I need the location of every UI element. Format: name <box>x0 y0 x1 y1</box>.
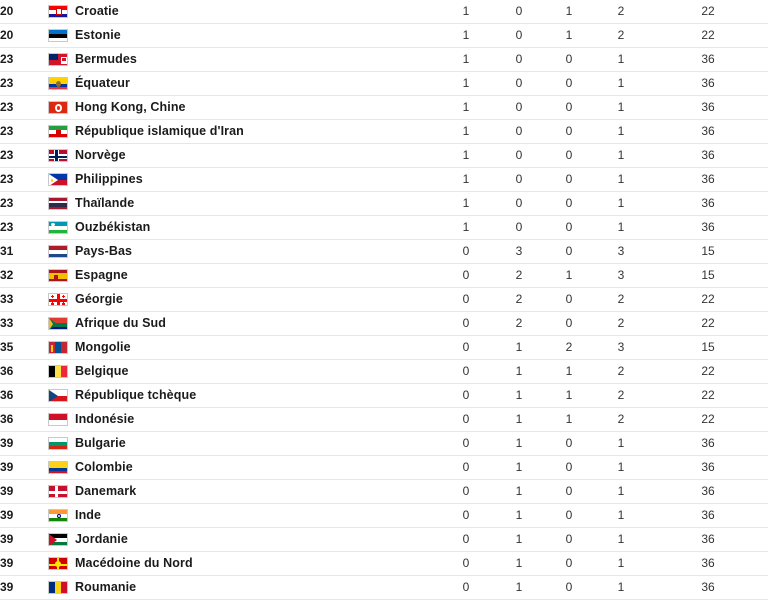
gold-count: 0 <box>438 288 494 312</box>
flag-icon <box>48 341 68 354</box>
table-row <box>0 360 768 384</box>
bronze-count: 1 <box>544 264 594 288</box>
rank-cell: 23 <box>0 48 48 72</box>
points-value: 22 <box>648 312 768 336</box>
rank-cell: 23 <box>0 120 48 144</box>
country-name: Inde <box>75 508 102 523</box>
bronze-count: 0 <box>544 288 594 312</box>
rank-cell: 33 <box>0 312 48 336</box>
country-name: République islamique d'Iran <box>75 124 244 139</box>
rank-cell: 36 <box>0 408 48 432</box>
country-name: Roumanie <box>75 580 137 595</box>
total-count: 1 <box>594 552 648 576</box>
table-row <box>0 192 768 216</box>
table-row <box>0 336 768 360</box>
rank-cell: 31 <box>0 240 48 264</box>
total-count: 2 <box>594 312 648 336</box>
total-count: 2 <box>594 360 648 384</box>
silver-count: 1 <box>494 456 544 480</box>
rank-cell: 39 <box>0 480 48 504</box>
country-name: Géorgie <box>75 292 123 307</box>
points-value: 36 <box>648 192 768 216</box>
total-count: 1 <box>594 480 648 504</box>
flag-icon <box>48 101 68 114</box>
flag-icon <box>48 461 68 474</box>
rank-cell: 23 <box>0 96 48 120</box>
points-value: 22 <box>648 24 768 48</box>
rank-cell: 36 <box>0 384 48 408</box>
bronze-count: 1 <box>544 384 594 408</box>
gold-count: 1 <box>438 120 494 144</box>
country-name: Philippines <box>75 172 143 187</box>
country-name: Équateur <box>75 76 130 91</box>
total-count: 1 <box>594 528 648 552</box>
country-name: Estonie <box>75 28 121 43</box>
bronze-count: 0 <box>544 240 594 264</box>
bronze-count: 0 <box>544 96 594 120</box>
gold-count: 0 <box>438 528 494 552</box>
bronze-count: 0 <box>544 72 594 96</box>
gold-count: 0 <box>438 432 494 456</box>
silver-count: 2 <box>494 312 544 336</box>
gold-count: 1 <box>438 216 494 240</box>
country-cell <box>48 552 438 576</box>
points-value: 36 <box>648 96 768 120</box>
flag-icon <box>48 53 68 66</box>
country-cell <box>48 240 438 264</box>
points-value: 36 <box>648 168 768 192</box>
country-cell <box>48 576 438 600</box>
bronze-count: 1 <box>544 360 594 384</box>
gold-count: 0 <box>438 360 494 384</box>
total-count: 1 <box>594 216 648 240</box>
gold-count: 1 <box>438 96 494 120</box>
points-value: 36 <box>648 480 768 504</box>
country-cell <box>48 432 438 456</box>
country-cell <box>48 0 438 24</box>
country-cell <box>48 96 438 120</box>
country-cell <box>48 168 438 192</box>
total-count: 2 <box>594 24 648 48</box>
rank-cell: 36 <box>0 360 48 384</box>
country-name: Bulgarie <box>75 436 126 451</box>
bronze-count: 0 <box>544 480 594 504</box>
country-cell <box>48 528 438 552</box>
silver-count: 0 <box>494 96 544 120</box>
rank-cell: 20 <box>0 0 48 24</box>
total-count: 2 <box>594 0 648 24</box>
rank-cell: 33 <box>0 288 48 312</box>
silver-count: 1 <box>494 432 544 456</box>
table-row <box>0 96 768 120</box>
silver-count: 0 <box>494 48 544 72</box>
total-count: 1 <box>594 432 648 456</box>
country-cell <box>48 120 438 144</box>
points-value: 22 <box>648 0 768 24</box>
bronze-count: 0 <box>544 168 594 192</box>
country-cell <box>48 24 438 48</box>
country-name: Danemark <box>75 484 137 499</box>
bronze-count: 1 <box>544 0 594 24</box>
points-value: 36 <box>648 216 768 240</box>
table-row <box>0 144 768 168</box>
table-row <box>0 24 768 48</box>
silver-count: 1 <box>494 360 544 384</box>
silver-count: 1 <box>494 480 544 504</box>
rank-cell: 39 <box>0 456 48 480</box>
country-name: Macédoine du Nord <box>75 556 193 571</box>
total-count: 1 <box>594 72 648 96</box>
table-row <box>0 216 768 240</box>
table-row <box>0 408 768 432</box>
country-name: Croatie <box>75 4 119 19</box>
silver-count: 1 <box>494 504 544 528</box>
flag-icon <box>48 509 68 522</box>
table-row <box>0 168 768 192</box>
country-cell <box>48 360 438 384</box>
country-cell <box>48 336 438 360</box>
silver-count: 3 <box>494 240 544 264</box>
points-value: 36 <box>648 72 768 96</box>
country-cell <box>48 72 438 96</box>
silver-count: 1 <box>494 576 544 600</box>
bronze-count: 2 <box>544 336 594 360</box>
silver-count: 1 <box>494 408 544 432</box>
points-value: 15 <box>648 336 768 360</box>
total-count: 2 <box>594 408 648 432</box>
country-name: Afrique du Sud <box>75 316 166 331</box>
bronze-count: 0 <box>544 216 594 240</box>
points-value: 36 <box>648 456 768 480</box>
bronze-count: 0 <box>544 456 594 480</box>
country-name: Ouzbékistan <box>75 220 151 235</box>
country-cell <box>48 384 438 408</box>
bronze-count: 0 <box>544 552 594 576</box>
flag-icon <box>48 197 68 210</box>
gold-count: 1 <box>438 48 494 72</box>
country-name: Thaïlande <box>75 196 135 211</box>
flag-icon <box>48 77 68 90</box>
country-name: Belgique <box>75 364 129 379</box>
rank-cell: 39 <box>0 528 48 552</box>
gold-count: 0 <box>438 264 494 288</box>
points-value: 22 <box>648 408 768 432</box>
country-cell <box>48 456 438 480</box>
total-count: 2 <box>594 288 648 312</box>
rank-cell: 23 <box>0 168 48 192</box>
silver-count: 2 <box>494 288 544 312</box>
gold-count: 0 <box>438 552 494 576</box>
total-count: 3 <box>594 264 648 288</box>
flag-icon <box>48 581 68 594</box>
table-row <box>0 48 768 72</box>
table-row <box>0 432 768 456</box>
flag-icon <box>48 389 68 402</box>
flag-icon <box>48 317 68 330</box>
gold-count: 0 <box>438 480 494 504</box>
total-count: 1 <box>594 576 648 600</box>
country-cell <box>48 144 438 168</box>
country-cell <box>48 48 438 72</box>
table-row <box>0 480 768 504</box>
gold-count: 0 <box>438 336 494 360</box>
country-cell <box>48 480 438 504</box>
silver-count: 0 <box>494 120 544 144</box>
flag-icon <box>48 485 68 498</box>
country-cell <box>48 504 438 528</box>
bronze-count: 0 <box>544 144 594 168</box>
rank-cell: 35 <box>0 336 48 360</box>
table-row <box>0 504 768 528</box>
gold-count: 0 <box>438 408 494 432</box>
gold-count: 1 <box>438 72 494 96</box>
total-count: 1 <box>594 456 648 480</box>
gold-count: 1 <box>438 144 494 168</box>
country-name: Espagne <box>75 268 128 283</box>
table-row <box>0 0 768 24</box>
gold-count: 0 <box>438 312 494 336</box>
gold-count: 1 <box>438 0 494 24</box>
gold-count: 1 <box>438 168 494 192</box>
country-name: Hong Kong, Chine <box>75 100 186 115</box>
bronze-count: 0 <box>544 504 594 528</box>
flag-icon <box>48 5 68 18</box>
silver-count: 0 <box>494 72 544 96</box>
points-value: 36 <box>648 552 768 576</box>
silver-count: 0 <box>494 192 544 216</box>
points-value: 15 <box>648 264 768 288</box>
gold-count: 0 <box>438 240 494 264</box>
country-cell <box>48 312 438 336</box>
gold-count: 0 <box>438 576 494 600</box>
table-row <box>0 528 768 552</box>
country-cell <box>48 216 438 240</box>
table-row <box>0 552 768 576</box>
total-count: 1 <box>594 504 648 528</box>
silver-count: 0 <box>494 168 544 192</box>
table-row <box>0 240 768 264</box>
points-value: 22 <box>648 360 768 384</box>
points-value: 36 <box>648 576 768 600</box>
rank-cell: 39 <box>0 552 48 576</box>
points-value: 36 <box>648 432 768 456</box>
flag-icon <box>48 149 68 162</box>
table-row <box>0 456 768 480</box>
gold-count: 1 <box>438 192 494 216</box>
table-row <box>0 72 768 96</box>
flag-icon <box>48 365 68 378</box>
table-row <box>0 120 768 144</box>
bronze-count: 0 <box>544 312 594 336</box>
total-count: 3 <box>594 336 648 360</box>
bronze-count: 0 <box>544 432 594 456</box>
bronze-count: 0 <box>544 576 594 600</box>
rank-cell: 23 <box>0 72 48 96</box>
silver-count: 1 <box>494 384 544 408</box>
country-name: Pays-Bas <box>75 244 133 259</box>
country-cell <box>48 264 438 288</box>
flag-icon <box>48 437 68 450</box>
table-row <box>0 312 768 336</box>
rank-cell: 39 <box>0 432 48 456</box>
country-cell <box>48 408 438 432</box>
silver-count: 0 <box>494 0 544 24</box>
silver-count: 2 <box>494 264 544 288</box>
gold-count: 0 <box>438 456 494 480</box>
rank-cell: 23 <box>0 192 48 216</box>
table-row <box>0 576 768 600</box>
flag-icon <box>48 557 68 570</box>
bronze-count: 0 <box>544 120 594 144</box>
table-row <box>0 288 768 312</box>
points-value: 15 <box>648 240 768 264</box>
table-row <box>0 264 768 288</box>
total-count: 1 <box>594 168 648 192</box>
silver-count: 0 <box>494 24 544 48</box>
silver-count: 0 <box>494 216 544 240</box>
rank-cell: 39 <box>0 576 48 600</box>
flag-icon <box>48 413 68 426</box>
country-name: Jordanie <box>75 532 128 547</box>
country-cell <box>48 192 438 216</box>
bronze-count: 0 <box>544 528 594 552</box>
total-count: 1 <box>594 48 648 72</box>
total-count: 1 <box>594 144 648 168</box>
points-value: 36 <box>648 120 768 144</box>
points-value: 36 <box>648 48 768 72</box>
silver-count: 1 <box>494 528 544 552</box>
country-name: Bermudes <box>75 52 137 67</box>
total-count: 2 <box>594 384 648 408</box>
table-row <box>0 384 768 408</box>
flag-icon <box>48 125 68 138</box>
flag-icon <box>48 533 68 546</box>
bronze-count: 1 <box>544 24 594 48</box>
silver-count: 1 <box>494 552 544 576</box>
country-name: Mongolie <box>75 340 131 355</box>
country-name: Norvège <box>75 148 126 163</box>
points-value: 36 <box>648 144 768 168</box>
points-value: 22 <box>648 288 768 312</box>
total-count: 1 <box>594 96 648 120</box>
points-value: 36 <box>648 528 768 552</box>
bronze-count: 1 <box>544 408 594 432</box>
silver-count: 1 <box>494 336 544 360</box>
gold-count: 0 <box>438 384 494 408</box>
gold-count: 0 <box>438 504 494 528</box>
rank-cell: 23 <box>0 216 48 240</box>
flag-icon <box>48 221 68 234</box>
total-count: 1 <box>594 192 648 216</box>
flag-icon <box>48 29 68 42</box>
rank-cell: 20 <box>0 24 48 48</box>
flag-icon <box>48 269 68 282</box>
total-count: 3 <box>594 240 648 264</box>
points-value: 22 <box>648 384 768 408</box>
gold-count: 1 <box>438 24 494 48</box>
country-name: Colombie <box>75 460 133 475</box>
country-name: Indonésie <box>75 412 135 427</box>
bronze-count: 0 <box>544 48 594 72</box>
rank-cell: 32 <box>0 264 48 288</box>
bronze-count: 0 <box>544 192 594 216</box>
country-cell <box>48 288 438 312</box>
flag-icon <box>48 293 68 306</box>
points-value: 36 <box>648 504 768 528</box>
rank-cell: 23 <box>0 144 48 168</box>
flag-icon <box>48 245 68 258</box>
rank-cell: 39 <box>0 504 48 528</box>
flag-icon <box>48 173 68 186</box>
total-count: 1 <box>594 120 648 144</box>
silver-count: 0 <box>494 144 544 168</box>
country-name: République tchèque <box>75 388 197 403</box>
